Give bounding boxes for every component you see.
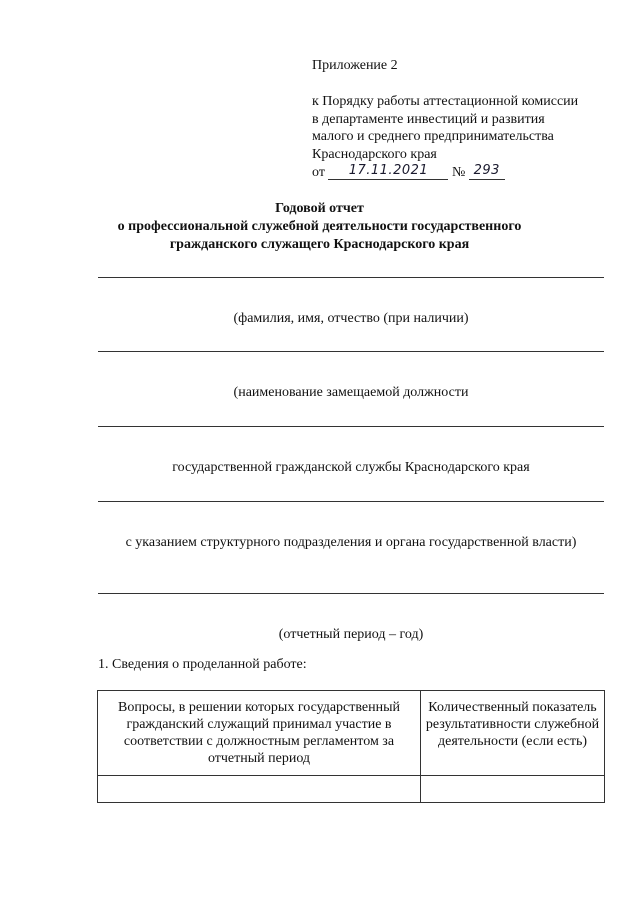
table-cell[interactable] [98, 776, 421, 803]
table-header-indicator: Количественный показатель результативности служебной деятельности (если есть) [421, 691, 605, 776]
appendix-line: Краснодарского края [312, 146, 437, 162]
table-cell[interactable] [421, 776, 605, 803]
appendix-line: в департаменте инвестиций и развития [312, 111, 545, 127]
appendix-date-line [312, 164, 512, 182]
caption-full-name: (фамилия, имя, отчество (при наличии) [233, 311, 469, 326]
fill-line-position[interactable] [98, 351, 604, 352]
caption-position: (наименование замещаемой должности [233, 385, 469, 400]
fill-line-name[interactable] [98, 277, 604, 278]
appendix-title: Приложение 2 [312, 58, 398, 73]
number-prefix: № [451, 165, 466, 180]
date-prefix: от [312, 165, 325, 180]
work-table [97, 690, 605, 803]
heading-line: Годовой отчет [275, 201, 364, 216]
fill-line-period[interactable] [98, 593, 604, 594]
appendix-line: к Порядку работы аттестационной комиссии [312, 94, 579, 109]
handwritten-date: 17.11.2021 [328, 164, 448, 180]
table-row [98, 776, 605, 803]
fill-line-service[interactable] [98, 426, 604, 427]
fill-line-department[interactable] [98, 501, 604, 502]
report-heading [0, 200, 639, 254]
heading-line: о профессиональной служебной деятельности государственного [117, 219, 522, 234]
heading-line: гражданского служащего Краснодарского края [169, 237, 470, 252]
table-header-row [98, 691, 605, 776]
table-header-questions: Вопросы, в решении которых государственный гражданский служащий принимал участие в соответствии с должностным регламентом за отчетный период [98, 691, 421, 776]
handwritten-number: 293 [469, 164, 505, 180]
caption-department: с указанием структурного подразделения и органа государственной власти) [125, 535, 577, 550]
caption-period: (отчетный период – год) [278, 627, 424, 642]
section-title: 1. Сведения о проделанной работе: [98, 657, 307, 672]
appendix-reference [312, 93, 578, 163]
caption-civil-service: государственной гражданской службы Краснодарского края [172, 460, 530, 475]
appendix-line: малого и среднего предпринимательства [312, 129, 554, 144]
